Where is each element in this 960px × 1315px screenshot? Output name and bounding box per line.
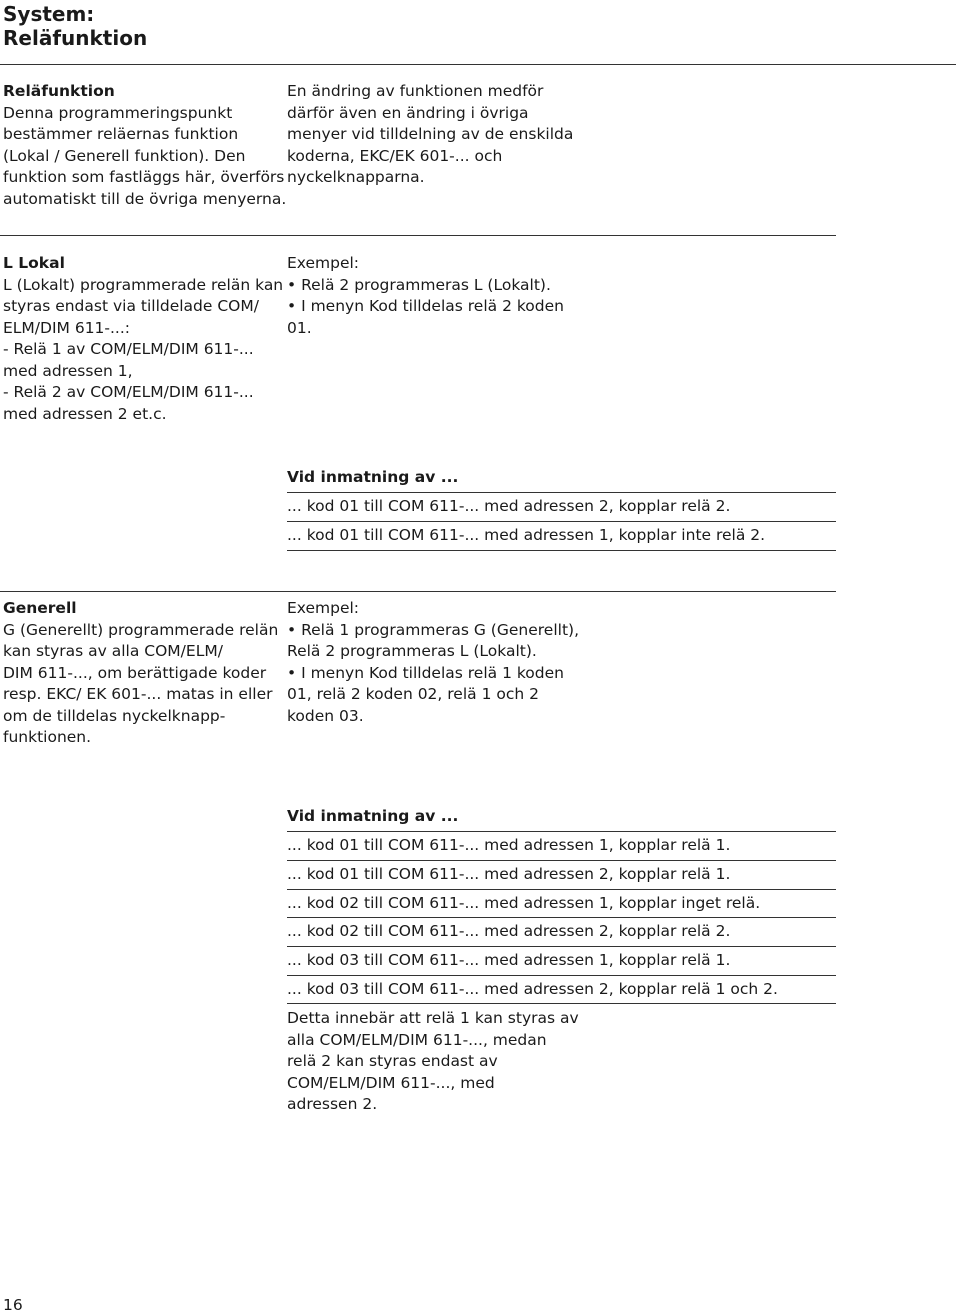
generell-table-row: ... kod 01 till COM 611-... med adressen 1, kopplar relä 1. [287,836,731,854]
generell-left-column [3,598,278,749]
generell-example [287,598,587,727]
generell-left-line: kan styras av alla COM/ELM/ [3,642,223,660]
generell-table-rule [287,860,836,861]
generell-table-rule [287,975,836,976]
header-rule [0,64,956,65]
intro-right-line: nyckelknapparna. [287,168,425,186]
generell-summary [287,1008,587,1116]
lokal-left-line: - Relä 2 av COM/ELM/DIM 611-... [3,383,254,401]
page-title-line-2: Reläfunktion [3,26,148,50]
lokal-left-line: ELM/DIM 611-...: [3,318,131,337]
generell-table-row: ... kod 01 till COM 611-... med adressen 2, kopplar relä 1. [287,865,731,883]
generell-summary-line: relä 2 kan styras endast av [287,1052,498,1070]
page-title-line-1: System: [3,2,95,26]
lokal-example [287,253,587,339]
generell-example-line: • Relä 1 programmeras G (Generellt), [287,620,579,639]
generell-table-rule [287,946,836,947]
lokal-table-row: ... kod 01 till COM 611-... med adressen 1, kopplar inte relä 2. [287,526,766,544]
lokal-table-rule [287,521,836,522]
generell-summary-line: adressen 2. [287,1095,378,1113]
generell-left-line: DIM 611-..., om berättigade koder [3,663,267,682]
generell-summary-line: alla COM/ELM/DIM 611-..., medan [287,1030,547,1049]
intro-right-line: därför även en ändring i övriga [287,103,529,122]
page-number: 16 [3,1296,23,1314]
generell-table-rule [287,889,836,890]
generell-summary-line: Detta innebär att relä 1 kan styras av [287,1009,579,1027]
intro-right-line: En ändring av funktionen medför [287,82,544,100]
lokal-left-line: L (Lokalt) programmerade relän kan [3,275,284,294]
lokal-example-line: 01. [287,318,312,337]
generell-table-row: ... kod 03 till COM 611-... med adressen 2, kopplar relä 1 och 2. [287,980,778,998]
lokal-left-column [3,253,284,425]
generell-example-line: Relä 2 programmeras L (Lokalt). [287,642,537,660]
generell-example-line: • I menyn Kod tilldelas relä 1 koden [287,663,564,682]
intro-heading: Reläfunktion [3,82,115,100]
lokal-table-title: Vid inmatning av ... [287,468,459,486]
lokal-left-line: med adressen 2 et.c. [3,404,167,423]
section-rule-generell [0,591,836,592]
generell-table-rule [287,831,836,832]
lokal-table-row: ... kod 01 till COM 611-... med adressen 2, kopplar relä 2. [287,497,731,515]
intro-left-line: bestämmer reläernas funktion [3,125,239,143]
generell-summary-line: COM/ELM/DIM 611-..., med [287,1073,495,1092]
generell-table-rule [287,917,836,918]
lokal-left-line: - Relä 1 av COM/ELM/DIM 611-... [3,340,254,358]
intro-left-line: funktion som fastläggs här, överförs [3,168,285,186]
intro-left-column [3,81,287,210]
intro-left-line: (Lokal / Generell funktion). Den [3,146,246,165]
intro-left-line: automatiskt till de övriga menyerna. [3,189,287,208]
generell-example-line: koden 03. [287,706,364,725]
generell-example-line: 01, relä 2 koden 02, relä 1 och 2 [287,685,539,703]
lokal-left-line: styras endast via tilldelade COM/ [3,297,259,315]
intro-right-line: koderna, EKC/EK 601-... och [287,146,503,165]
generell-table-row: ... kod 03 till COM 611-... med adressen 1, kopplar relä 1. [287,951,731,969]
generell-left-line: funktionen. [3,728,92,746]
generell-example-line: Exempel: [287,599,360,617]
generell-table-rule [287,1003,836,1004]
lokal-example-line: Exempel: [287,254,360,272]
lokal-example-line: • Relä 2 programmeras L (Lokalt). [287,275,551,294]
intro-left-line: Denna programmeringspunkt [3,103,233,122]
generell-left-line: resp. EKC/ EK 601-... matas in eller [3,685,273,703]
lokal-heading: L Lokal [3,254,65,272]
intro-right-column [287,81,587,189]
lokal-example-line: • I menyn Kod tilldelas relä 2 koden [287,297,564,315]
page-title [3,2,147,50]
lokal-table-rule [287,550,836,551]
generell-heading: Generell [3,599,77,617]
lokal-left-line: med adressen 1, [3,361,133,380]
lokal-table-rule [287,492,836,493]
intro-right-line: menyer vid tilldelning av de enskilda [287,125,574,143]
generell-table-row: ... kod 02 till COM 611-... med adressen 2, kopplar relä 2. [287,922,731,940]
generell-table-row: ... kod 02 till COM 611-... med adressen 1, kopplar inget relä. [287,894,761,912]
section-rule-lokal [0,235,836,236]
generell-left-line: G (Generellt) programmerade relän [3,620,279,639]
generell-table-title: Vid inmatning av ... [287,807,459,825]
generell-left-line: om de tilldelas nyckelknapp- [3,706,226,725]
